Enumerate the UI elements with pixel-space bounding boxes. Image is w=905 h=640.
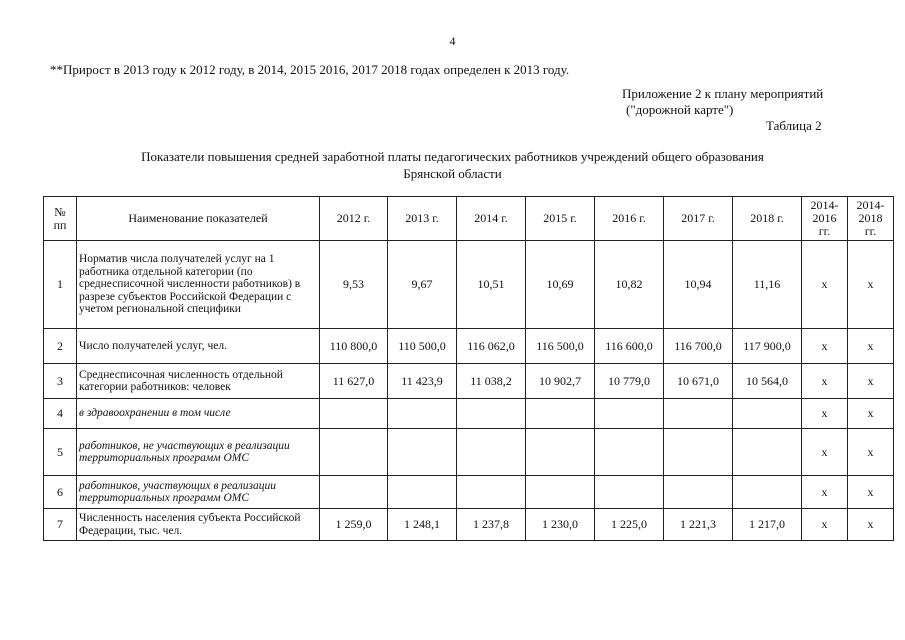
cell-2016: 116 600,0 xyxy=(595,329,664,364)
header-2014-2016-line-1: 2014- xyxy=(810,198,839,212)
cell-2018 xyxy=(733,429,802,476)
appendix-line-2: ("дорожной карте") xyxy=(626,102,734,117)
cell-2014 xyxy=(457,429,526,476)
cell-2017: 1 221,3 xyxy=(664,509,733,541)
cell-2012 xyxy=(320,476,388,509)
cell-2015 xyxy=(526,476,595,509)
cell-2014: 1 237,8 xyxy=(457,509,526,541)
cell-2012: 110 800,0 xyxy=(320,329,388,364)
cell-2012 xyxy=(320,429,388,476)
cell-2014-2018: х xyxy=(848,509,894,541)
table-label: Таблица 2 xyxy=(766,118,822,133)
cell-2015: 1 230,0 xyxy=(526,509,595,541)
cell-2014-2018: х xyxy=(848,399,894,429)
table-row xyxy=(44,429,894,476)
row-name: Среднесписочная численность отдельной категории работников: человек xyxy=(77,364,320,399)
row-name: Норматив числа получателей услуг на 1 работника отдельной категории (по среднесписочной численности работников) в разрезе субъектов Российской Федерации с учетом региональной специфики xyxy=(77,241,320,329)
cell-2014-2016: х xyxy=(802,429,848,476)
cell-2016 xyxy=(595,399,664,429)
document-title xyxy=(40,148,865,182)
row-number: 2 xyxy=(44,329,77,364)
cell-2014-2016: х xyxy=(802,476,848,509)
cell-2013: 110 500,0 xyxy=(388,329,457,364)
cell-2015: 10 902,7 xyxy=(526,364,595,399)
cell-2014-2018: х xyxy=(848,241,894,329)
table-row xyxy=(44,329,894,364)
row-number: 7 xyxy=(44,509,77,541)
cell-2014-2016: х xyxy=(802,329,848,364)
title-line-2: Брянской области xyxy=(403,166,502,181)
header-name: Наименование показателей xyxy=(77,197,320,241)
row-number: 3 xyxy=(44,364,77,399)
cell-2014 xyxy=(457,476,526,509)
cell-2018: 117 900,0 xyxy=(733,329,802,364)
indicators-table xyxy=(43,196,894,541)
cell-2012: 11 627,0 xyxy=(320,364,388,399)
table-row xyxy=(44,509,894,541)
header-2014-2016 xyxy=(802,197,848,241)
appendix-note xyxy=(622,86,823,118)
cell-2017 xyxy=(664,399,733,429)
row-number: 1 xyxy=(44,241,77,329)
cell-2012: 9,53 xyxy=(320,241,388,329)
header-2013: 2013 г. xyxy=(388,197,457,241)
header-2016: 2016 г. xyxy=(595,197,664,241)
row-name: работников, участвующих в реализации территориальных программ ОМС xyxy=(77,476,320,509)
cell-2014-2016: х xyxy=(802,509,848,541)
cell-2015 xyxy=(526,399,595,429)
cell-2014-2018: х xyxy=(848,364,894,399)
cell-2014-2016: х xyxy=(802,399,848,429)
header-2014-2018 xyxy=(848,197,894,241)
header-2014-2016-line-2: 2016 xyxy=(812,211,837,225)
appendix-line-1: Приложение 2 к плану мероприятий xyxy=(622,86,824,101)
cell-2014-2018: х xyxy=(848,429,894,476)
row-name: Число получателей услуг, чел. xyxy=(77,329,320,364)
header-2018: 2018 г. xyxy=(733,197,802,241)
header-2014-2016-line-3: гг. xyxy=(818,224,831,238)
cell-2015 xyxy=(526,429,595,476)
cell-2018: 1 217,0 xyxy=(733,509,802,541)
cell-2016 xyxy=(595,476,664,509)
cell-2013 xyxy=(388,429,457,476)
cell-2013: 11 423,9 xyxy=(388,364,457,399)
cell-2017: 10 671,0 xyxy=(664,364,733,399)
cell-2013 xyxy=(388,399,457,429)
header-2014-2018-line-3: гг. xyxy=(864,224,877,238)
cell-2017 xyxy=(664,476,733,509)
cell-2014: 116 062,0 xyxy=(457,329,526,364)
row-name: Численность населения субъекта Российской Федерации, тыс. чел. xyxy=(77,509,320,541)
table-row xyxy=(44,476,894,509)
cell-2016: 10,82 xyxy=(595,241,664,329)
cell-2014: 10,51 xyxy=(457,241,526,329)
cell-2016: 10 779,0 xyxy=(595,364,664,399)
cell-2012: 1 259,0 xyxy=(320,509,388,541)
cell-2014-2016: х xyxy=(802,364,848,399)
header-number-line-1: № xyxy=(54,204,66,219)
cell-2016: 1 225,0 xyxy=(595,509,664,541)
header-2015: 2015 г. xyxy=(526,197,595,241)
cell-2018 xyxy=(733,399,802,429)
table-row xyxy=(44,241,894,329)
header-2017: 2017 г. xyxy=(664,197,733,241)
row-number: 6 xyxy=(44,476,77,509)
header-number xyxy=(44,197,77,241)
header-2012: 2012 г. xyxy=(320,197,388,241)
cell-2018: 11,16 xyxy=(733,241,802,329)
row-number: 5 xyxy=(44,429,77,476)
cell-2016 xyxy=(595,429,664,476)
cell-2014-2016: х xyxy=(802,241,848,329)
header-2014-2018-line-2: 2018 xyxy=(858,211,883,225)
cell-2012 xyxy=(320,399,388,429)
cell-2014: 11 038,2 xyxy=(457,364,526,399)
header-2014: 2014 г. xyxy=(457,197,526,241)
cell-2015: 116 500,0 xyxy=(526,329,595,364)
cell-2013 xyxy=(388,476,457,509)
table-row xyxy=(44,399,894,429)
cell-2014-2018: х xyxy=(848,476,894,509)
header-2014-2018-line-1: 2014- xyxy=(856,198,885,212)
cell-2017 xyxy=(664,429,733,476)
cell-2013: 1 248,1 xyxy=(388,509,457,541)
row-name: работников, не участвующих в реализации территориальных программ ОМС xyxy=(77,429,320,476)
header-number-line-2: пп xyxy=(53,217,67,232)
row-number: 4 xyxy=(44,399,77,429)
cell-2018 xyxy=(733,476,802,509)
cell-2017: 116 700,0 xyxy=(664,329,733,364)
cell-2018: 10 564,0 xyxy=(733,364,802,399)
table-header-row xyxy=(44,197,894,241)
table-row xyxy=(44,364,894,399)
row-name: в здравоохранении в том числе xyxy=(77,399,320,429)
cell-2013: 9,67 xyxy=(388,241,457,329)
cell-2015: 10,69 xyxy=(526,241,595,329)
cell-2014 xyxy=(457,399,526,429)
footnote: **Прирост в 2013 году к 2012 году, в 2014, 2015 2016, 2017 2018 годах определен к 2013 году. xyxy=(50,62,570,77)
title-line-1: Показатели повышения средней заработной платы педагогических работников учреждений общего образования xyxy=(141,149,764,164)
cell-2014-2018: х xyxy=(848,329,894,364)
cell-2017: 10,94 xyxy=(664,241,733,329)
page-number: 4 xyxy=(449,34,456,48)
